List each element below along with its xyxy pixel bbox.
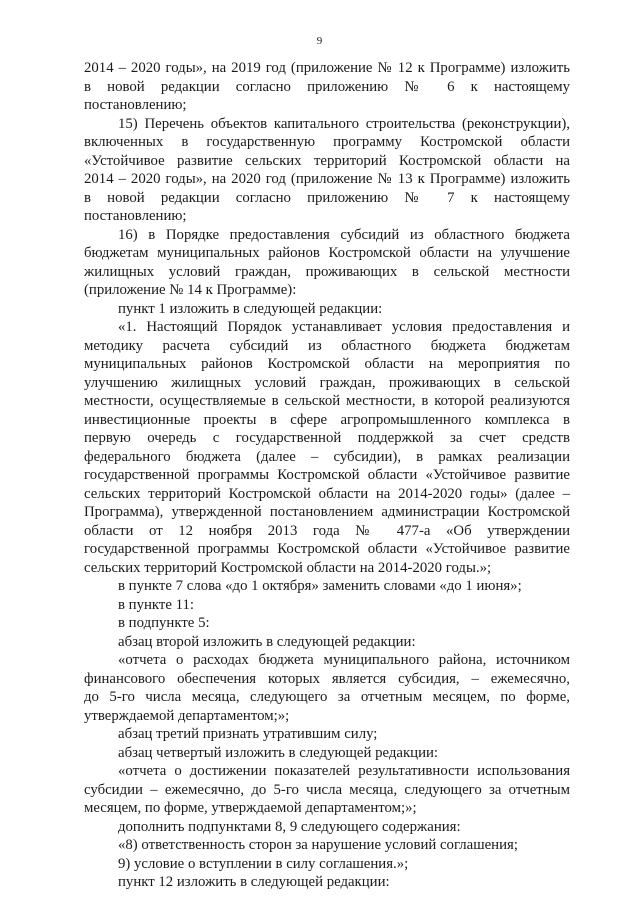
text-line: первую очередь с государственной поддержкой за счет средств xyxy=(84,430,570,446)
text-line: 15) Перечень объектов капитального строительства (реконструкции), xyxy=(118,115,570,132)
text-line: Программа), утвержденной постановлением администрации Костромской xyxy=(84,504,570,520)
page-number: 9 xyxy=(316,35,323,47)
text-line: 16) в Порядке предоставления субсидий из областного бюджета xyxy=(118,226,570,243)
text-line: методику расчета субсидий из областного бюджета бюджетам xyxy=(84,337,570,354)
text-line: 9) условие о вступлении в силу соглашения.»; xyxy=(118,855,409,872)
text-line: субсидии – ежемесячно, до 5-го числа месяца, следующего за отчетным xyxy=(84,781,570,798)
text-line: местности, осуществляемые в сельской местности, в которой реализуются xyxy=(84,393,570,409)
text-line: федерального бюджета (далее – субсидии), в рамках реализации xyxy=(84,448,570,465)
text-line: до 5-го числа месяца, следующего за отчетным месяцем, по форме, xyxy=(84,689,570,705)
text-line: «Устойчивое развитие сельских территорий Костромской области на xyxy=(84,152,570,169)
text-line: «отчета о расходах бюджета муниципального района, источником xyxy=(118,652,570,668)
text-line: государственной программы Костромской области «Устойчивое развитие xyxy=(84,541,570,557)
text-line: утверждаемой департаментом;»; xyxy=(84,707,290,724)
text-line: муниципальных районов Костромской области на мероприятия по xyxy=(84,356,570,372)
text-line: (приложение № 14 к Программе): xyxy=(84,282,297,298)
text-line: в новой редакции согласно приложению № 7 к настоящему xyxy=(84,189,570,206)
text-line: пункт 1 изложить в следующей редакции: xyxy=(118,300,383,317)
text-line: улучшению жилищных условий граждан, проживающих в сельской xyxy=(84,374,570,391)
text-line: дополнить подпунктами 8, 9 следующего содержания: xyxy=(118,818,461,835)
text-line: в новой редакции согласно приложению № 6 к настоящему xyxy=(84,78,570,95)
text-line: 2014 – 2020 годы», на 2020 год (приложение № 13 к Программе) изложить xyxy=(84,171,570,187)
text-line: абзац третий признать утратившим силу; xyxy=(118,726,378,742)
text-line: в пункте 11: xyxy=(118,596,195,613)
text-line: «8) ответственность сторон за нарушение условий соглашения; xyxy=(118,837,518,853)
text-line: пункт 12 изложить в следующей редакции: xyxy=(118,874,390,890)
text-line: абзац четвертый изложить в следующей редакции: xyxy=(118,744,439,761)
text-line: в пункте 7 слова «до 1 октября» заменить словами «до 1 июня»; xyxy=(118,578,522,594)
text-line: «1. Настоящий Порядок устанавливает условия предоставления и xyxy=(118,319,570,335)
text-line: постановлению; xyxy=(84,97,187,113)
text-line: инвестиционные проекты в сфере агропромышленного комплекса в xyxy=(84,411,570,428)
text-line: месяцем, по форме, утверждаемой департаментом;»; xyxy=(84,800,417,816)
document-body xyxy=(84,59,570,892)
text-line: в подпункте 5: xyxy=(118,615,210,631)
text-line: «отчета о достижении показателей результативности использования xyxy=(118,763,570,779)
text-line: абзац второй изложить в следующей редакции: xyxy=(118,633,416,650)
text-line: сельских территорий Костромской области на 2014-2020 годы» (далее – xyxy=(84,485,570,502)
text-line: государственной программы Костромской области «Устойчивое развитие xyxy=(84,467,570,483)
text-line: жилищных условий граждан, проживающих в сельской местности xyxy=(84,263,570,280)
text-line: области от 12 ноября 2013 года № 477-а «Об утверждении xyxy=(84,522,570,539)
text-line: сельских территорий Костромской области на 2014-2020 годы.»; xyxy=(84,559,492,576)
text-line: бюджетам муниципальных районов Костромской области на улучшение xyxy=(84,245,570,261)
text-line: включенных в государственную программу Костромской области xyxy=(84,134,570,150)
text-line: финансового обеспечения которых является субсидия, – ежемесячно, xyxy=(84,670,570,687)
text-line: 2014 – 2020 годы», на 2019 год (приложение № 12 к Программе) изложить xyxy=(84,60,570,76)
text-line: постановлению; xyxy=(84,208,187,224)
